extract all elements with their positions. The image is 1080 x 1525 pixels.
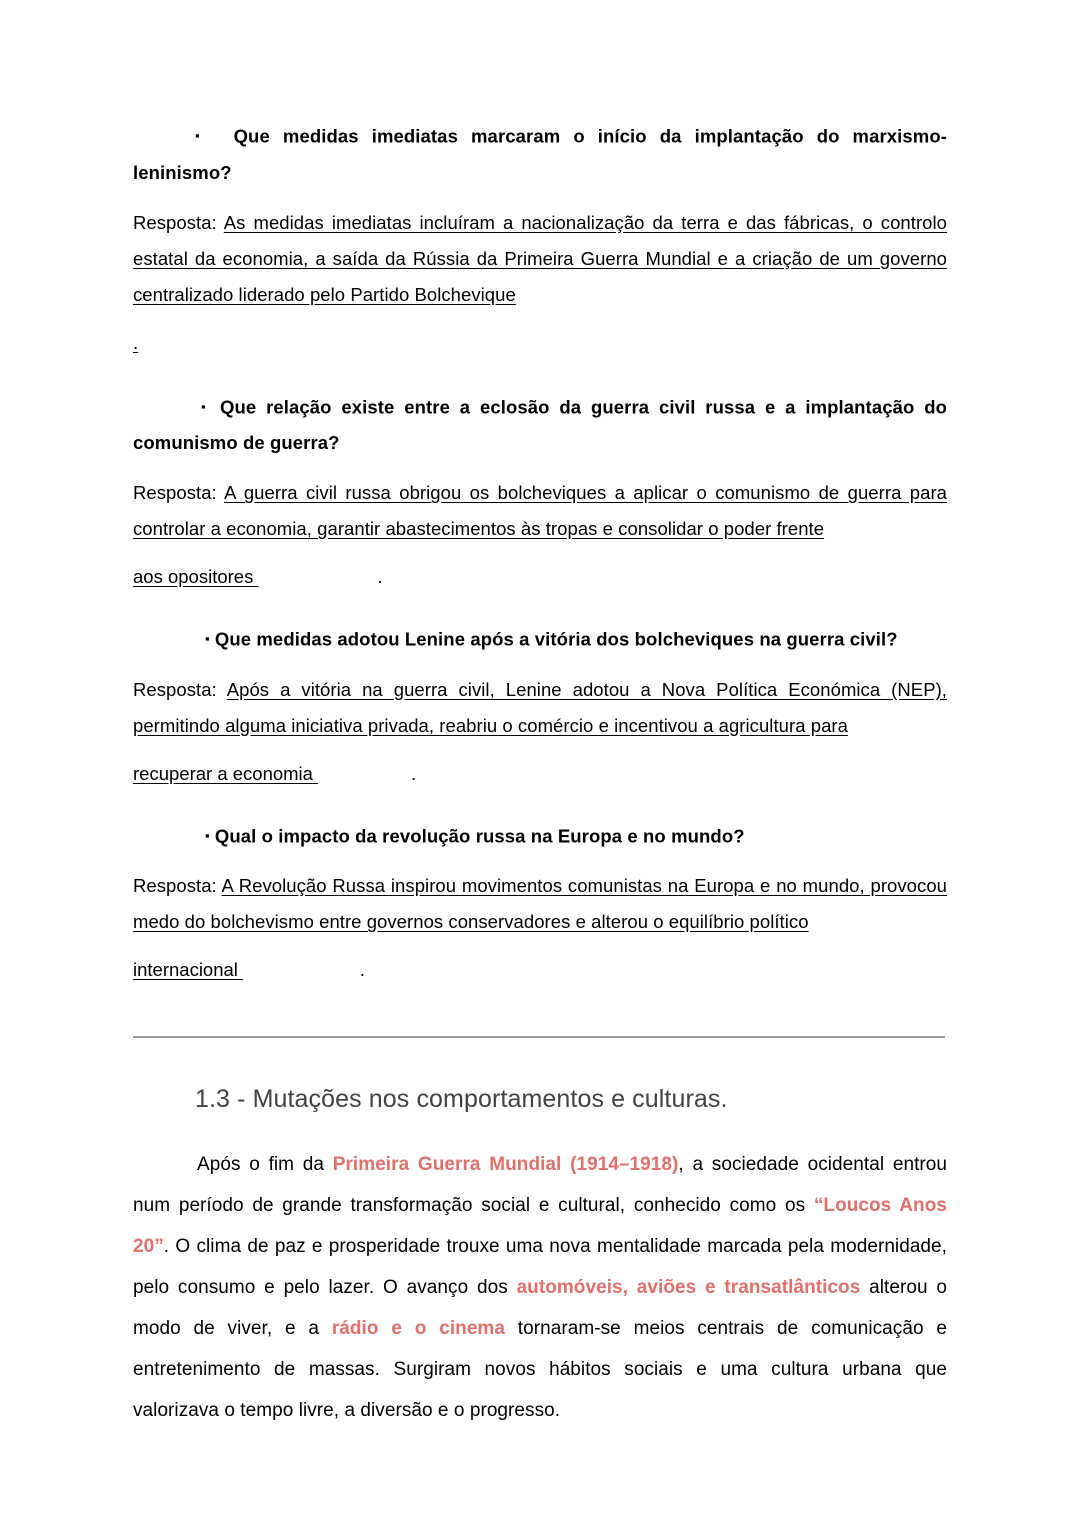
answer-tail-line [133, 952, 947, 988]
question-item [133, 389, 947, 462]
question-text: Qual o impacto da revolução russa na Europa e no mundo? [214, 825, 745, 846]
highlight-loucos-anos-20: “Loucos Anos 20” [133, 1195, 947, 1257]
answer-label: Resposta: [133, 211, 217, 233]
trailing-period-text: . [377, 566, 383, 587]
question-text: Que medidas imediatas marcaram o início da implantação do marxismo-leninismo? [133, 125, 948, 183]
answer-trailing-period [133, 325, 947, 361]
trailing-period-text: . [133, 331, 139, 353]
answer-text: A guerra civil russa obrigou os bolcheviques a aplicar o comunismo de guerra para controlar a economia, garantir abastecimentos às tropas e consolidar o poder frente [133, 482, 947, 539]
answer-tail-line [133, 559, 947, 595]
trailing-period-text: . [410, 762, 417, 784]
section-divider [133, 1036, 945, 1038]
question-item [133, 118, 947, 191]
answer-text: A Revolução Russa inspirou movimentos comunistas na Europa e no mundo, provocou medo do bolchevismo entre governos conservadores e alterou o equilíbrio político [133, 875, 947, 932]
paragraph-text-2: , a sociedade ocidental entrou num período de grande transformação social e cultural, conhecido como os [133, 1154, 948, 1216]
highlight-automoveis-avioes-transatlanticos: automóveis, aviões e transatlânticos [516, 1277, 861, 1298]
highlight-primeira-guerra-mundial: Primeira Guerra Mundial (1914–1918) [332, 1154, 679, 1175]
answer-label: Resposta: [133, 482, 217, 503]
paragraph-text-3: . O clima de paz e prosperidade trouxe uma nova mentalidade marcada pela modernidade, pelo consumo e pelo lazer. O avanço dos [133, 1236, 947, 1298]
answer-blank-underline [253, 559, 377, 595]
answer-tail-text: aos opositores [133, 566, 254, 587]
highlight-radio-cinema: rádio e o cinema [331, 1318, 505, 1339]
answer-text: As medidas imediatas incluíram a nacionalização da terra e das fábricas, o controlo estatal da economia, a saída da Rússia da Primeira Guerra Mundial e a criação de um governo centralizado liderado pelo Partido Bolchevique [133, 211, 947, 305]
answer-tail-text: internacional [133, 959, 238, 980]
answer-block [133, 672, 947, 744]
paragraph-text-1: Após o fim da [197, 1154, 333, 1175]
trailing-period-text: . [359, 959, 366, 980]
paragraph-text-4: alterou o modo de viver, e a [133, 1277, 947, 1339]
section-paragraph [133, 1144, 947, 1431]
document-content [133, 118, 947, 1431]
bullet-square-icon: ▪ [195, 128, 208, 143]
question-item [133, 621, 947, 658]
question-item [133, 818, 947, 855]
answer-tail-line [133, 756, 947, 792]
paragraph-text-5: tornaram-se meios centrais de comunicação e entretenimento de massas. Surgiram novos hábitos sociais e uma cultura urbana que valorizava o tempo livre, a diversão e o progresso. [133, 1318, 947, 1421]
answer-block [133, 868, 947, 940]
bullet-square-icon: ▪ [205, 631, 210, 646]
answer-blank-underline [313, 756, 411, 792]
question-text: Que medidas adotou Lenine após a vitória dos bolcheviques na guerra civil? [214, 628, 898, 650]
answer-label: Resposta: [133, 678, 217, 700]
bullet-square-icon: ▪ [201, 398, 211, 414]
question-text: Que relação existe entre a eclosão da guerra civil russa e a implantação do comunismo de guerra? [133, 396, 947, 453]
answer-block [133, 475, 947, 547]
answer-block [133, 205, 947, 313]
answer-text: Após a vitória na guerra civil, Lenine adotou a Nova Política Económica (NEP), permitindo alguma iniciativa privada, reabriu o comércio e incentivou a agricultura para [133, 678, 947, 736]
answer-label: Resposta: [133, 875, 217, 896]
answer-blank-underline [238, 952, 360, 988]
horizontal-rule [133, 1036, 945, 1038]
answer-tail-text: recuperar a economia [133, 762, 313, 784]
section-heading: 1.3 - Mutações nos comportamentos e culturas. [195, 1085, 728, 1113]
bullet-square-icon: ▪ [205, 827, 210, 843]
